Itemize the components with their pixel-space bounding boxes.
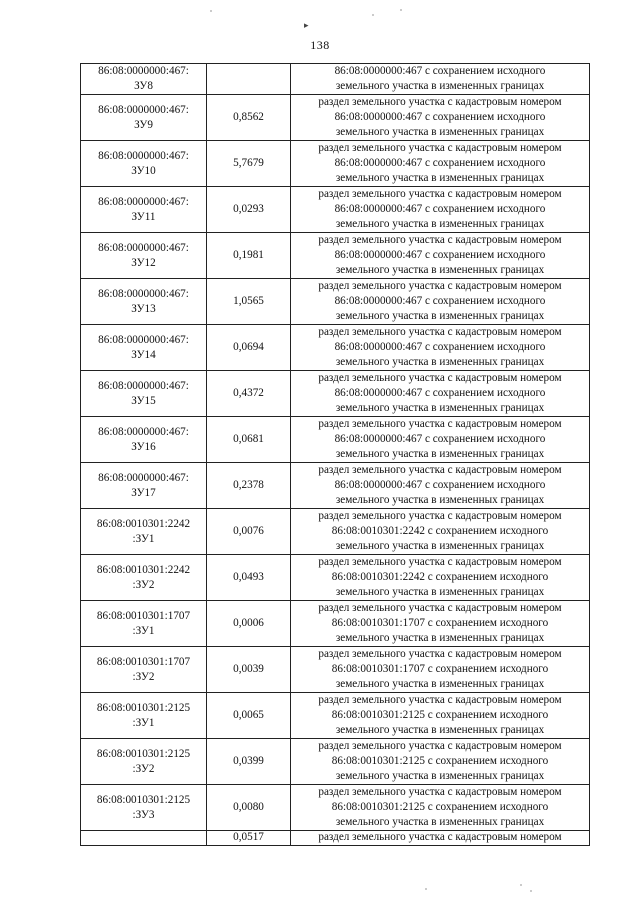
- plot-id-cell: [81, 509, 207, 555]
- description-line: раздел земельного участка с кадастровым номером: [318, 556, 562, 568]
- description-cell: [291, 95, 590, 141]
- table-row: [81, 141, 590, 187]
- description-line: раздел земельного участка с кадастровым номером: [318, 648, 562, 660]
- plot-id-line: 86:08:0010301:1707: [96, 609, 191, 622]
- table-row: [81, 187, 590, 233]
- plot-id-line: ЗУ13: [131, 302, 156, 315]
- plot-id-line: :ЗУ2: [132, 578, 155, 591]
- plot-id-line: 86:08:0010301:2125: [96, 701, 191, 714]
- table-row: [81, 417, 590, 463]
- plot-id-line: 86:08:0000000:467:: [98, 149, 189, 162]
- description-line: земельного участка в измененных границах: [335, 770, 545, 782]
- area-cell: 0,0681: [207, 417, 291, 463]
- plot-id-line: ЗУ9: [134, 118, 153, 131]
- area-cell: 0,8562: [207, 95, 291, 141]
- table-row: [81, 693, 590, 739]
- plot-id-cell: [81, 371, 207, 417]
- area-cell: 0,0517: [207, 831, 291, 846]
- description-line: земельного участка в измененных границах: [335, 448, 545, 460]
- description-line: 86:08:0000000:467 с сохранением исходного: [334, 203, 546, 215]
- description-cell: [291, 463, 590, 509]
- description-line: земельного участка в измененных границах: [335, 494, 545, 506]
- description-line: раздел земельного участка с кадастровым номером: [318, 602, 562, 614]
- plot-id-line: :ЗУ2: [132, 762, 155, 775]
- table-row: [81, 831, 590, 846]
- plot-id-line: 86:08:0000000:467:: [98, 425, 189, 438]
- description-line: земельного участка в измененных границах: [335, 172, 545, 184]
- description-cell: [291, 739, 590, 785]
- area-cell: 0,0493: [207, 555, 291, 601]
- plot-id-cell: [81, 64, 207, 95]
- description-line: раздел земельного участка с кадастровым номером: [318, 510, 562, 522]
- scan-speck: [372, 14, 374, 16]
- description-line: 86:08:0010301:2125 с сохранением исходного: [331, 709, 549, 721]
- scan-speck: [425, 888, 427, 890]
- table-row: [81, 95, 590, 141]
- plot-id-line: 86:08:0010301:2125: [96, 747, 191, 760]
- table-row: [81, 509, 590, 555]
- table-row: [81, 279, 590, 325]
- description-line: земельного участка в измененных границах: [335, 724, 545, 736]
- description-line: 86:08:0000000:467 с сохранением исходного: [334, 65, 546, 77]
- table-row: [81, 233, 590, 279]
- description-cell: [291, 555, 590, 601]
- table-row: [81, 647, 590, 693]
- description-line: 86:08:0010301:1707 с сохранением исходного: [331, 663, 549, 675]
- plot-id-cell: [81, 785, 207, 831]
- description-cell: [291, 371, 590, 417]
- plot-id-line: 86:08:0000000:467:: [98, 287, 189, 300]
- plot-id-line: :ЗУ1: [132, 624, 155, 637]
- plot-id-line: :ЗУ3: [132, 808, 155, 821]
- area-cell: 0,0694: [207, 325, 291, 371]
- land-plots-table: [80, 63, 590, 846]
- plot-id-line: 86:08:0000000:467:: [98, 333, 189, 346]
- description-line: земельного участка в измененных границах: [335, 586, 545, 598]
- table-row: [81, 785, 590, 831]
- table-row: [81, 325, 590, 371]
- scan-speck: [520, 884, 522, 886]
- area-cell: 0,0006: [207, 601, 291, 647]
- area-cell: 1,0565: [207, 279, 291, 325]
- description-line: раздел земельного участка с кадастровым номером: [318, 418, 562, 430]
- plot-id-line: 86:08:0000000:467:: [98, 241, 189, 254]
- description-line: земельного участка в измененных границах: [335, 816, 545, 828]
- plot-id-cell: [81, 233, 207, 279]
- area-cell: 0,0076: [207, 509, 291, 555]
- description-line: 86:08:0000000:467 с сохранением исходного: [334, 249, 546, 261]
- area-cell: 5,7679: [207, 141, 291, 187]
- area-cell: 0,2378: [207, 463, 291, 509]
- area-cell: 0,0080: [207, 785, 291, 831]
- plot-id-line: :ЗУ2: [132, 670, 155, 683]
- area-cell: 0,0399: [207, 739, 291, 785]
- plot-id-line: 86:08:0000000:467:: [98, 103, 189, 116]
- table-row: [81, 463, 590, 509]
- table-row: [81, 64, 590, 95]
- description-line: 86:08:0000000:467 с сохранением исходного: [334, 295, 546, 307]
- description-line: 86:08:0010301:2242 с сохранением исходного: [331, 571, 549, 583]
- area-cell: 0,4372: [207, 371, 291, 417]
- description-line: раздел земельного участка с кадастровым номером: [318, 142, 562, 154]
- description-line: раздел земельного участка с кадастровым номером: [318, 740, 562, 752]
- plot-id-cell: [81, 279, 207, 325]
- plot-id-line: 86:08:0000000:467:: [98, 379, 189, 392]
- description-line: раздел земельного участка с кадастровым номером: [318, 234, 562, 246]
- description-cell: [291, 279, 590, 325]
- description-cell: [291, 785, 590, 831]
- description-cell: [291, 187, 590, 233]
- plot-id-cell: [81, 417, 207, 463]
- plot-id-cell: [81, 141, 207, 187]
- land-plots-table-body: [81, 64, 590, 846]
- description-line: 86:08:0000000:467 с сохранением исходного: [334, 341, 546, 353]
- description-line: земельного участка в измененных границах: [335, 540, 545, 552]
- plot-id-cell: [81, 187, 207, 233]
- plot-id-cell: [81, 739, 207, 785]
- description-line: 86:08:0010301:2125 с сохранением исходного: [331, 801, 549, 813]
- description-cell: раздел земельного участка с кадастровым номером: [291, 831, 590, 846]
- plot-id-line: ЗУ12: [131, 256, 156, 269]
- area-cell: 0,0293: [207, 187, 291, 233]
- plot-id-line: 86:08:0010301:2242: [96, 517, 191, 530]
- plot-id-cell: [81, 95, 207, 141]
- plot-id-cell: [81, 555, 207, 601]
- plot-id-line: 86:08:0000000:467:: [98, 65, 189, 77]
- area-cell: 0,0039: [207, 647, 291, 693]
- description-line: 86:08:0000000:467 с сохранением исходного: [334, 433, 546, 445]
- plot-id-line: ЗУ15: [131, 394, 156, 407]
- description-line: 86:08:0010301:2125 с сохранением исходного: [331, 755, 549, 767]
- description-cell: [291, 141, 590, 187]
- description-line: раздел земельного участка с кадастровым номером: [318, 280, 562, 292]
- description-line: земельного участка в измененных границах: [335, 310, 545, 322]
- plot-id-cell: [81, 647, 207, 693]
- description-line: раздел земельного участка с кадастровым номером: [318, 372, 562, 384]
- description-line: 86:08:0010301:1707 с сохранением исходного: [331, 617, 549, 629]
- page-number: 138: [310, 38, 330, 52]
- plot-id-cell: [81, 831, 207, 846]
- description-line: 86:08:0000000:467 с сохранением исходного: [334, 111, 546, 123]
- table-row: [81, 371, 590, 417]
- description-line: раздел земельного участка с кадастровым номером: [318, 96, 562, 108]
- area-cell: 0,1981: [207, 233, 291, 279]
- plot-id-cell: [81, 601, 207, 647]
- plot-id-line: 86:08:0010301:2125: [96, 793, 191, 806]
- plot-id-line: :ЗУ1: [132, 716, 155, 729]
- plot-id-line: 86:08:0000000:467:: [98, 471, 189, 484]
- description-line: раздел земельного участка с кадастровым номером: [318, 694, 562, 706]
- description-line: раздел земельного участка с кадастровым номером: [318, 786, 562, 798]
- description-cell: [291, 64, 590, 95]
- description-cell: [291, 647, 590, 693]
- plot-id-line: :ЗУ1: [132, 532, 155, 545]
- description-line: земельного участка в измененных границах: [335, 356, 545, 368]
- plot-id-line: ЗУ16: [131, 440, 156, 453]
- description-line: земельного участка в измененных границах: [335, 80, 545, 92]
- description-line: 86:08:0000000:467 с сохранением исходного: [334, 479, 546, 491]
- plot-id-line: ЗУ14: [131, 348, 156, 361]
- area-cell: [207, 64, 291, 95]
- description-line: земельного участка в измененных границах: [335, 678, 545, 690]
- plot-id-line: 86:08:0000000:467:: [98, 195, 189, 208]
- description-line: 86:08:0000000:467 с сохранением исходного: [334, 387, 546, 399]
- description-cell: [291, 601, 590, 647]
- table-row: [81, 601, 590, 647]
- plot-id-line: ЗУ17: [131, 486, 156, 499]
- plot-id-line: ЗУ11: [131, 210, 156, 223]
- description-line: 86:08:0000000:467 с сохранением исходного: [334, 157, 546, 169]
- description-cell: [291, 233, 590, 279]
- scan-speck: [210, 10, 212, 12]
- table-row: [81, 555, 590, 601]
- table-row: [81, 739, 590, 785]
- plot-id-line: ЗУ10: [131, 164, 156, 177]
- description-line: земельного участка в измененных границах: [335, 264, 545, 276]
- plot-id-line: 86:08:0010301:1707: [96, 655, 191, 668]
- description-cell: [291, 325, 590, 371]
- plot-id-cell: [81, 693, 207, 739]
- description-cell: [291, 693, 590, 739]
- description-cell: [291, 417, 590, 463]
- area-cell: 0,0065: [207, 693, 291, 739]
- plot-id-line: ЗУ8: [134, 80, 153, 92]
- description-cell: [291, 509, 590, 555]
- description-line: земельного участка в измененных границах: [335, 218, 545, 230]
- plot-id-cell: [81, 325, 207, 371]
- description-line: земельного участка в измененных границах: [335, 126, 545, 138]
- scan-speck: [530, 890, 532, 892]
- plot-id-cell: [81, 463, 207, 509]
- description-line: 86:08:0010301:2242 с сохранением исходного: [331, 525, 549, 537]
- scan-mark: ▸: [304, 20, 309, 30]
- scan-speck: [400, 9, 402, 11]
- description-line: раздел земельного участка с кадастровым номером: [318, 188, 562, 200]
- description-line: раздел земельного участка с кадастровым номером: [318, 326, 562, 338]
- plot-id-line: 86:08:0010301:2242: [96, 563, 191, 576]
- description-line: раздел земельного участка с кадастровым номером: [318, 464, 562, 476]
- description-line: земельного участка в измененных границах: [335, 632, 545, 644]
- description-line: земельного участка в измененных границах: [335, 402, 545, 414]
